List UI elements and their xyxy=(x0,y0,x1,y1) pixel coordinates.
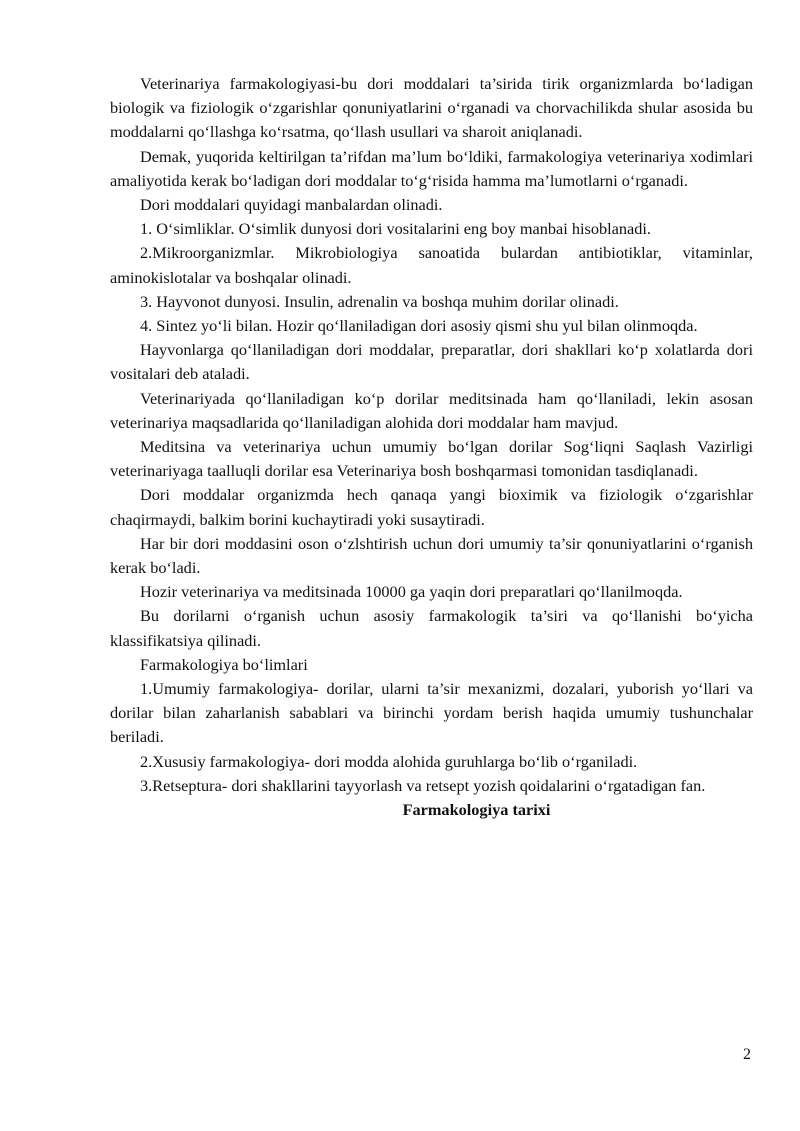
paragraph-effects: Dori moddalar organizmda hech qanaqa yangi bioximik va fiziologik oʻzgarishlar chaqirmaydi, balkim borini kuchaytiradi yoki susaytiradi. xyxy=(110,485,753,529)
paragraph-definition: Veterinariya farmakologiyasi-bu dori moddalari ta’sirida tirik organizmlarda boʻladigan biologik va fiziologik oʻzgarishlar qonuniyatlarini oʻrganadi va chorvachilikda shular asosida bu moddalarni qoʻllashga koʻrsatma, qoʻllash usullari va sharoit aniqlanadi. xyxy=(110,74,753,142)
list-item-plants: 1. Oʻsimliklar. Oʻsimlik dunyosi dori vositalarini eng boy manbai hisoblanadi. xyxy=(140,219,651,239)
list-item-prescription: 3.Retseptura- dori shakllarini tayyorlash va retsept yozish qoidalarini oʻrgatadigan fan. xyxy=(140,775,706,795)
section-heading: Farmakologiya tarixi xyxy=(402,800,551,820)
paragraph-drug-forms: Hayvonlarga qoʻllaniladigan dori moddalar, preparatlar, dori shakllari koʻp xolatlarda dori vositalari deb ataladi. xyxy=(110,340,753,384)
list-item-special-pharmacology: 2.Xususiy farmakologiya- dori modda alohida guruhlarga boʻlib oʻrganiladi. xyxy=(140,751,638,771)
list-item-animals: 3. Hayvonot dunyosi. Insulin, adrenalin va boshqa muhim dorilar olinadi. xyxy=(140,291,619,311)
page-number: 2 xyxy=(743,1046,751,1063)
paragraph-summary: Demak, yuqorida keltirilgan ta’rifdan ma’lum boʻldiki, farmakologiya veterinariya xodimlari amaliyotida kerak boʻladigan dori moddalar toʻgʻrisida hamma ma’lumotlarni oʻrganadi. xyxy=(110,146,753,190)
paragraph-sources-intro: Dori moddalari quyidagi manbalardan olinadi. xyxy=(140,195,443,215)
paragraph-veterinary-use: Veterinariyada qoʻllaniladigan koʻp dorilar meditsinada ham qoʻllaniladi, lekin asosan veterinariya maqsadlarida qoʻllaniladigan alohida dori moddalar ham mavjud. xyxy=(110,388,753,432)
page-body xyxy=(110,72,753,822)
list-item-general-pharmacology: 1.Umumiy farmakologiya- dorilar, ularni ta’sir mexanizmi, dozalari, yuborish yoʻllari va dorilar bilan zaharlanish sabablari va birinchi yordam berish haqida umumiy tushunchalar beriladi. xyxy=(110,679,753,747)
paragraph-approval: Meditsina va veterinariya uchun umumiy boʻlgan dorilar Sogʻliqni Saqlash Vazirligi veterinariyaga taalluqli dorilar esa Veterinariya bosh boshqarmasi tomonidan tasdiqlanadi. xyxy=(110,437,753,481)
list-item-synthesis: 4. Sintez yoʻli bilan. Hozir qoʻllaniladigan dori asosiy qismi shu yul bilan olinmoqda. xyxy=(140,316,698,336)
paragraph-learning: Har bir dori moddasini oson oʻzlshtirish uchun dori umumiy ta’sir qonuniyatlarini oʻrganish kerak boʻladi. xyxy=(110,533,753,578)
list-item-microorganisms: 2.Mikroorganizmlar. Mikrobiologiya sanoatida bulardan antibiotiklar, vitaminlar, aminokislotalar va boshqalar olinadi. xyxy=(110,243,753,287)
paragraph-sections-title: Farmakologiya boʻlimlari xyxy=(140,654,308,674)
paragraph-count: Hozir veterinariya va meditsinada 10000 ga yaqin dori preparatlari qoʻllanilmoqda. xyxy=(140,582,683,602)
paragraph-classification: Bu dorilarni oʻrganish uchun asosiy farmakologik ta’siri va qoʻllanishi boʻyicha klassifikatsiya qilinadi. xyxy=(110,606,753,650)
